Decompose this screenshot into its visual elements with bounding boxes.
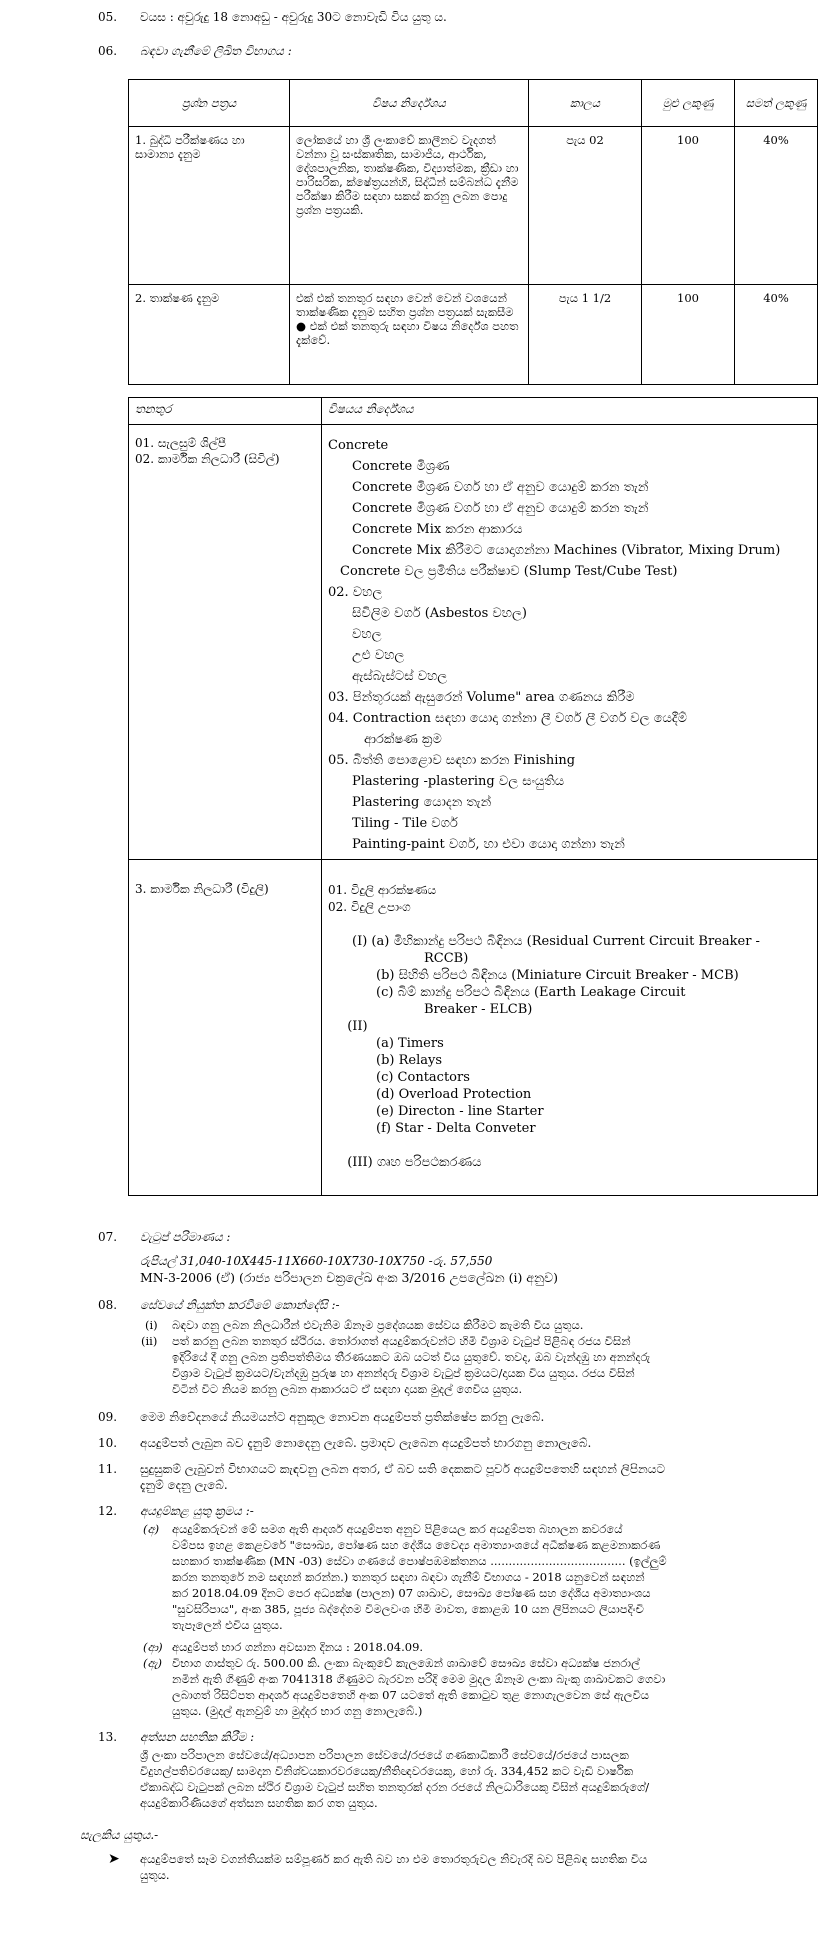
salary-scale: රුපියල් 31,040-10X445-11X660-10X730-10X750 -රු. 57,550	[140, 1254, 493, 1268]
table-row	[129, 285, 818, 385]
syllabus-line: (c) බිම් කාන්දු පරිපථ බිඳිනය (Earth Leakage Circuit	[376, 985, 686, 1000]
col-header: තනතුර	[129, 398, 322, 425]
section-text: අයදුම්පත් ලැබුන බව දැනුම් නොදෙනු ලැබේ. ප්‍රමාදව ලැබෙන අයදුම්පත් භාරගනු නොලැබේ.	[140, 1436, 592, 1450]
apply-text: වම්පස ඉහළ කෙළවරේ "සෞඛ්‍ය, පෝෂණ සහ දේශීය වෛද්‍ය අමාත්‍යාංශයේ අධීක්ෂණ කළමනාකරණ	[172, 1538, 661, 1552]
syllabus-line: Breaker - ELCB)	[424, 1002, 533, 1017]
section-number: 09.	[98, 1410, 118, 1424]
syllabus-table	[128, 397, 818, 1196]
table-cell: 40%	[735, 285, 818, 385]
syllabus-line: සිවිලිම වර්ග (Asbestos වහල)	[352, 606, 527, 621]
list-marker: (ආ)	[143, 1640, 163, 1654]
fee-text: යුතුය. (මුදල් ඇනවුම් හා මුද්දර භාර ගනු නොලැබේ.)	[172, 1704, 423, 1718]
section-title: අත්සන සහතික කිරීම :	[140, 1730, 255, 1744]
syllabus-line: 02. වහල	[328, 585, 383, 600]
col-header: විෂයය නිර්දේශය	[322, 398, 818, 425]
certify-text: ඒකාබද්ධ වැටුපක් ලබන ස්ථිර විශ්‍රාම වැටුප් සහිත තනතුරක් දරන රජයේ නිලධාරියෙකු විසින් අයදුම්කරුගේ/	[140, 1780, 650, 1794]
apply-text: කර 2018.04.09 දිනට පෙර අධ්‍යක්ෂ (පාලන) 07 ශාඛාව, සෞඛ්‍ය පෝෂණ සහ දේශීය අමාත්‍යාංශය	[172, 1586, 651, 1600]
section-title: අයදුම්කළ යුතු ක්‍රමය :-	[140, 1504, 254, 1518]
section-text: සුදුසුකම් ලැබුවන් විභාගයට කැඳවනු ලබන අතර, ඒ බව සති දෙකකට පූර්ව අයදුම්පතෙහි සඳහන් ලිපිනයට	[140, 1462, 665, 1476]
condition-text: ඉදිරියේ දී ගනු ලබන ප්‍රතිපත්තිමය තීරණයකට ඔබ යටත් විය යුතුවේ. තවද, ඔබ වැන්දඹු හා අනන්දරු	[172, 1350, 651, 1364]
col-header: විෂය නිර්දේශය	[290, 80, 529, 127]
civil-syllabus	[328, 435, 811, 855]
syllabus-line: Concrete මිශ්‍රණ වර්ග හා ඒ අනුව යොදුම් කරන තැන්	[352, 501, 649, 516]
syllabus-line: Concrete Mix කිරීමට යොදාගන්නා Machines (Vibrator, Mixing Drum)	[352, 543, 781, 558]
syllabus-line: Concrete වල ප්‍රමිතිය පරීක්ෂාව (Slump Test/Cube Test)	[340, 564, 678, 579]
section-number: 13.	[98, 1730, 118, 1744]
certify-text: ශ්‍රී ලංකා පරිපාලන සේවයේ/අධ්‍යාපන පරිපාලන සේවයේ/රජයේ ගණකාධිකාරී සේවයේ/රජයේ පාසලක	[140, 1748, 629, 1762]
apply-text: "සුවසිරිපාය", අංක 385, පූජ්‍ය බද්දේගම විමලවංශ හිමි මාවත, කොළඹ 10 යන ලිපිනයට ලියාපදිංචි	[172, 1602, 644, 1616]
table-cell	[322, 860, 818, 1196]
syllabus-line: 04. Contraction සඳහා යොදා ගන්නා ලී වර්ග ලී වර්ග වල යෙදීම්	[328, 711, 688, 726]
table-cell	[322, 425, 818, 860]
table-cell	[290, 285, 529, 385]
syllabus-line: Concrete මිශ්‍රණ වර්ග හා ඒ අනුව යොදුම් කරන තැන්	[352, 480, 649, 495]
col-header: කාලය	[529, 80, 642, 127]
table-cell: 40%	[735, 127, 818, 285]
table-cell: 1. බුද්ධි පරීක්ෂණය හා සාමාන්‍ය දැනුම	[129, 127, 290, 285]
list-marker: (ii)	[141, 1334, 158, 1348]
col-header: ප්‍රශ්න පත්‍රය	[129, 80, 290, 127]
table-cell	[129, 860, 322, 1196]
section-title: සේවයේ නියුක්ත කරවීමේ කොන්දේසි :-	[140, 1298, 340, 1312]
list-marker: (i)	[145, 1318, 158, 1332]
syllabus-line: 01. විදුලි ආරක්ෂණය	[328, 883, 437, 897]
section-title: වැටුප් පරිමාණය :	[140, 1230, 231, 1244]
certify-text: විදුහල්පතිවරයෙකු/ සාමදාන විනිශ්චයකාරවරයෙකු/නීතිඥවරයෙකු, හෝ රු. 334,452 කට වැඩි වාර්ෂික	[140, 1764, 634, 1778]
section-number: 12.	[98, 1504, 118, 1518]
section-number: 07.	[98, 1230, 118, 1244]
section-number: 08.	[98, 1298, 118, 1312]
post-name: 01. සැලසුම් ශිල්පී	[135, 436, 226, 450]
syllabus-line	[328, 916, 811, 933]
section-text: මෙම නිවේදනයේ නියමයන්ට අනුකූල නොවන අයදුම්පත් ප්‍රතික්ෂේප කරනු ලැබේ.	[140, 1410, 545, 1424]
fee-text: නමින් ඇති ගිණුම් අංක 7041318 ගිණුමට බැරවන පරිදි මෙම මුදල ඕනෑම ලංකා බැංකු ශාඛාවකට ගෙවා	[172, 1672, 666, 1686]
fee-text: විභාග ගාස්තුව රු. 500.00 කි. ලංකා බැංකුවේ කැලඹෙන් ශාඛාවේ සෞඛ්‍ය සේවා අධ්‍යක්ෂ ජනරාල්	[172, 1656, 640, 1670]
syllabus-line: (c) Contactors	[376, 1070, 470, 1085]
syllabus-line: (b) සිහිති පරිපථ බිඳිනය (Miniature Circuit Breaker - MCB)	[376, 968, 739, 983]
list-marker: (ඇ)	[143, 1656, 162, 1670]
syllabus-line: Concrete Mix කරන ආකාරය	[352, 522, 523, 537]
syllabus-line: (b) Relays	[376, 1053, 443, 1068]
section-number: 06.	[98, 44, 118, 58]
syllabus-line: 05. බිත්ති පොළොව සඳහා කරන Finishing	[328, 753, 576, 768]
syllabus-line: (II)	[347, 1019, 368, 1034]
table-cell: පැය 1 1/2	[529, 285, 642, 385]
section-number: 11.	[98, 1462, 118, 1476]
table-row	[129, 425, 818, 860]
age-requirement: වයස : අවුරුදු 18 නොඅඩු - අවුරුදු 30ට නොවැඩි විය යුතු ය.	[140, 10, 447, 24]
list-marker: (අ)	[143, 1522, 160, 1536]
apply-text: අයදුම්කරුවන් මේ සමග ඇති ආදර්ශ අයදුම්පත අනුව පිළියෙල කර අයදුම්පත බහාලන කවරයේ	[172, 1522, 623, 1536]
syllabus-line: (e) Directon - line Starter	[376, 1104, 544, 1119]
written-exam-table	[128, 79, 818, 385]
table-row	[129, 860, 818, 1196]
syllabus-line: ආරක්ෂණ ක්‍රම	[364, 732, 442, 747]
closing-date: අයදුම්පත් භාර ගන්නා අවසාන දිනය : 2018.04.09.	[172, 1640, 424, 1654]
syllabus-line: උළු වහල	[352, 648, 405, 663]
syllabus-line: (I) (a) මිහිකාන්දු පරිපථ බිඳිනය (Residual Current Circuit Breaker -	[352, 934, 760, 949]
syllabus-note: ● එක් එක් තනතුරු සඳහා විෂය නිර්දේශ පහත දැක්වේ.	[296, 319, 519, 347]
syllabus-line: Painting-paint වර්ග, හා එවා යොදා ගන්නා තැන්	[352, 837, 625, 852]
condition-text: විශ්‍රාම වැටුප් ක්‍රමයට/වැන්දඹු පුරුෂ හා අනන්දරු විශ්‍රාම වැටුප් ක්‍රමයට/දායක විය යුතුය. රජය විසින්	[172, 1366, 635, 1380]
post-name: 3. කාර්මික නිලධාරී (විදුලි)	[135, 882, 269, 896]
col-header: මුළු ලකුණු	[642, 80, 735, 127]
apply-text: තැපෑලෙන් එවිය යුතුය.	[172, 1618, 283, 1632]
section-number: 05.	[98, 10, 118, 24]
syllabus-line: 02. විදුලි උපාංග	[328, 900, 411, 914]
apply-text: සහකාර තාක්ෂණික (MN -03) සේවා ගණයේ පොෂ්පඹමක්තනය ..................................... (ඉල්ලුම්	[172, 1554, 667, 1568]
syllabus-line: Concrete	[328, 438, 389, 453]
syllabus-line: ඇස්බැස්ටස් වහල	[352, 669, 448, 684]
syllabus-line: වහල	[352, 627, 382, 642]
syllabus-line: (III) ගෘහ පරිපථකරණය	[347, 1155, 482, 1170]
certify-text: අයදුම්කාරිණියගේ අත්සන සහතික කර ගත යුතුය.	[140, 1796, 378, 1810]
table-cell: ලෝකයේ හා ශ්‍රී ලංකාවේ කාලීනව වැදගත් වන්නා වූ සංස්කෘතික, සාමාජීය, ආර්ථික, දේශපාලනික, තාක්ෂණික, විද්‍යාත්මක, ක්‍රීඩා හා පාරිසරික, ක්ෂේත්‍රයන්හි, සිද්ධීන් සම්බන්ධ දැනීම පරීක්ෂා කිරීම සඳහා සකස් කරනු ලබන පොදු ප්‍රශ්න පත්‍රයකි.	[290, 127, 529, 285]
syllabus-text: එක් එක් තනතුර සඳහා වෙන් වෙන් වශයෙන් තාක්ෂණික දැනුම සහිත ප්‍රශ්න පත්‍රයක් සැකසීම	[296, 291, 514, 319]
table-cell	[129, 425, 322, 860]
table-cell: 100	[642, 127, 735, 285]
table-cell: පැය 02	[529, 127, 642, 285]
section-title: බඳවා ගැනීමේ ලිඛිත විභාගය :	[140, 44, 292, 58]
note-title: සැලකිය යුතුය.-	[80, 1828, 159, 1842]
note-text: අයදුම්පතේ සෑම වගන්තියක්ම සම්පූර්ණ කර ඇති බව හා එම තොරතුරුවල නිවැරදි බව පිළිබඳ සහතික විය	[140, 1852, 648, 1866]
syllabus-line: Plastering යොදන තැන්	[352, 795, 492, 810]
col-header: සමත් ලකුණු	[735, 80, 818, 127]
apply-text: කරන තනතුරේ නම සඳහන් කරන්න.) තනතුර සඳහා බඳවා ගැනීම් විභාගය - 2018 යනුවෙන් සඳහන්	[172, 1570, 645, 1584]
syllabus-line: Plastering -plastering වල සංයුතිය	[352, 774, 565, 789]
syllabus-line: RCCB)	[424, 951, 469, 966]
condition-text: විටින් විට නියම කරනු ලබන ආකාරයට ඒ සඳහා දායක මුදල් ගෙවිය යුතුය.	[172, 1382, 523, 1396]
table-row	[129, 127, 818, 285]
fee-text: ලබාගත් රිසිට්පත ආදර්ශ අයදුම්පතෙහි අංක 07 යටතේ ඇති කොටුව තුළ නොගැලවෙන සේ ඇලවිය	[172, 1688, 650, 1702]
syllabus-line: (a) Timers	[376, 1036, 444, 1051]
syllabus-line: Tiling - Tile වර්ග	[352, 816, 458, 831]
syllabus-line: 03. පින්තූරයක් ඇසුරෙන් Volume" area ගණනය කිරීම	[328, 690, 635, 705]
table-cell: 100	[642, 285, 735, 385]
note-text: යුතුය.	[140, 1868, 170, 1882]
condition-text: බඳවා ගනු ලබන නිලධාරීන් එවැනිම ඕනෑම ප්‍රදේශයක සේවය කිරීමට කැමති විය යුතුය.	[172, 1318, 584, 1332]
table-cell: 2. තාක්ෂණ දැනුම	[129, 285, 290, 385]
syllabus-line: Concrete මිශ්‍රණ	[352, 459, 450, 474]
syllabus-line	[328, 1137, 811, 1154]
syllabus-line: (d) Overload Protection	[376, 1087, 532, 1102]
bullet-arrow-icon: ➤	[108, 1851, 120, 1867]
section-text: දැනුම් දෙනු ලැබේ.	[140, 1478, 228, 1492]
section-number: 10.	[98, 1436, 118, 1450]
electrical-syllabus	[328, 882, 811, 1171]
post-name: 02. කාර්මික නිලධාරී (සිවිල්)	[135, 452, 280, 466]
salary-code: MN-3-2006 (ඒ) (රාජ්‍ය පරිපාලන චක්‍රලේඛ අංක 3/2016 උපලේඛන (i) අනුව)	[140, 1270, 559, 1285]
syllabus-line: (f) Star - Delta Conveter	[376, 1121, 536, 1136]
condition-text: පත් කරනු ලබන තනතුර ස්ථිරය. තෝරාගත් අයදුම්කරුවන්ට හිමි විශ්‍රාම වැටුප් පිළිබඳ රජය විසින්	[172, 1334, 631, 1348]
